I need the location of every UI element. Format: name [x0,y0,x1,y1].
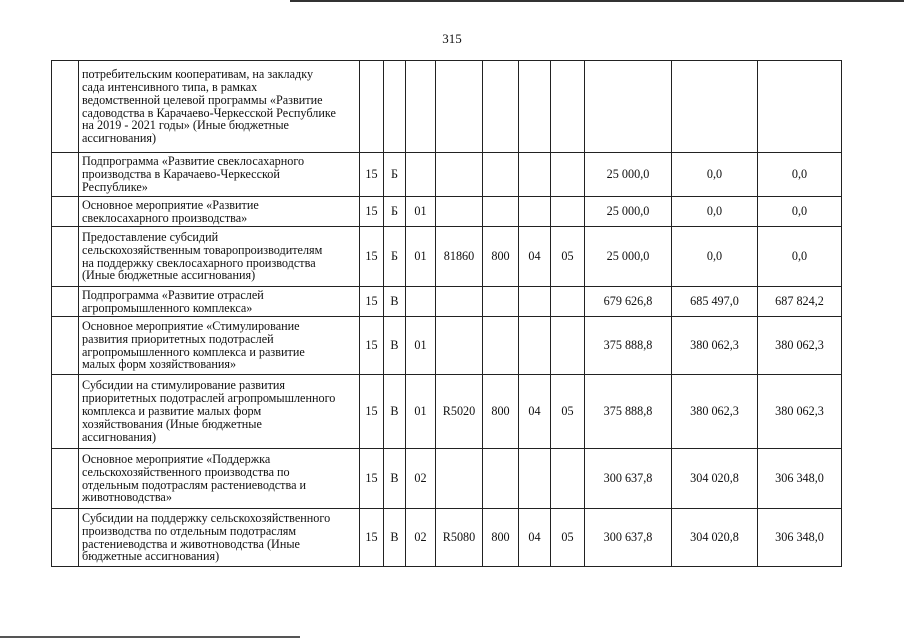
activity-code-cell [406,287,436,317]
item-name-cell: Субсидии на стимулирование развития приоритетных подотраслей агропромышленного комплекса и развитие малых форм хозяйствования (Иные бюджетные ассигнования) [79,375,360,449]
row-index-cell [52,317,79,375]
program-code-cell: 15 [360,197,384,227]
amount-2020-cell: 380 062,3 [672,375,758,449]
activity-code-cell: 01 [406,227,436,287]
table-row [52,509,842,567]
row-index-cell [52,509,79,567]
subprogram-code-cell: В [384,287,406,317]
direction-code-cell [436,449,483,509]
amount-2020-cell [672,61,758,153]
activity-code-cell [406,153,436,197]
program-code-cell: 15 [360,509,384,567]
direction-code-cell: 81860 [436,227,483,287]
program-code-cell: 15 [360,227,384,287]
amount-2020-cell: 304 020,8 [672,449,758,509]
item-name-cell: Подпрограмма «Развитие свеклосахарного производства в Карачаево-Черкесской Республике» [79,153,360,197]
subprogram-code-cell: В [384,375,406,449]
amount-2019-cell: 300 637,8 [585,449,672,509]
activity-code-cell: 02 [406,449,436,509]
expense-type-cell [483,153,519,197]
row-index-cell [52,61,79,153]
amount-2019-cell: 375 888,8 [585,317,672,375]
program-code-cell: 15 [360,287,384,317]
row-index-cell [52,153,79,197]
program-code-cell: 15 [360,153,384,197]
subsection-cell: 05 [551,509,585,567]
expense-type-cell: 800 [483,509,519,567]
amount-2019-cell [585,61,672,153]
direction-code-cell: R5020 [436,375,483,449]
section-cell [519,449,551,509]
scan-edge-top [290,0,904,2]
subsection-cell [551,153,585,197]
section-cell [519,153,551,197]
item-name-cell: Основное мероприятие «Поддержка сельскохозяйственного производства по отдельным подотраслям растениеводства и животноводства» [79,449,360,509]
amount-2019-cell: 679 626,8 [585,287,672,317]
direction-code-cell: R5080 [436,509,483,567]
expense-type-cell: 800 [483,227,519,287]
section-cell [519,287,551,317]
expense-type-cell [483,61,519,153]
activity-code-cell: 02 [406,509,436,567]
amount-2020-cell: 380 062,3 [672,317,758,375]
amount-2021-cell [758,61,842,153]
subsection-cell [551,287,585,317]
amount-2021-cell: 306 348,0 [758,449,842,509]
table-row [52,317,842,375]
table-row [52,375,842,449]
amount-2019-cell: 25 000,0 [585,153,672,197]
expense-type-cell [483,197,519,227]
item-name-cell: Основное мероприятие «Стимулирование развития приоритетных подотраслей агропромышленного комплекса и развитие малых форм хозяйствования» [79,317,360,375]
amount-2021-cell: 380 062,3 [758,375,842,449]
subprogram-code-cell: В [384,449,406,509]
activity-code-cell: 01 [406,375,436,449]
item-name-cell: Предоставление субсидий сельскохозяйственным товаропроизводителям на поддержку свеклосахарного производства (Иные бюджетные ассигнования) [79,227,360,287]
section-cell [519,317,551,375]
amount-2019-cell: 25 000,0 [585,227,672,287]
subprogram-code-cell [384,61,406,153]
subsection-cell [551,317,585,375]
table-row [52,153,842,197]
expense-type-cell: 800 [483,375,519,449]
amount-2020-cell: 0,0 [672,197,758,227]
amount-2019-cell: 375 888,8 [585,375,672,449]
section-cell: 04 [519,509,551,567]
subsection-cell [551,197,585,227]
amount-2021-cell: 380 062,3 [758,317,842,375]
program-code-cell [360,61,384,153]
amount-2020-cell: 304 020,8 [672,509,758,567]
amount-2020-cell: 0,0 [672,153,758,197]
page-number: 315 [442,31,462,46]
direction-code-cell [436,153,483,197]
subsection-cell [551,61,585,153]
item-name-cell: Субсидии на поддержку сельскохозяйственного производства по отдельным подотраслям растениеводства и животноводства (Иные бюджетные ассигнования) [79,509,360,567]
table-row [52,227,842,287]
subprogram-code-cell: В [384,509,406,567]
row-index-cell [52,197,79,227]
amount-2019-cell: 300 637,8 [585,509,672,567]
expense-type-cell [483,449,519,509]
program-code-cell: 15 [360,449,384,509]
program-code-cell: 15 [360,375,384,449]
row-index-cell [52,227,79,287]
section-cell [519,61,551,153]
amount-2020-cell: 685 497,0 [672,287,758,317]
expense-type-cell [483,287,519,317]
activity-code-cell: 01 [406,317,436,375]
activity-code-cell: 01 [406,197,436,227]
row-index-cell [52,287,79,317]
row-index-cell [52,449,79,509]
amount-2020-cell: 0,0 [672,227,758,287]
subsection-cell [551,449,585,509]
section-cell [519,197,551,227]
table-row [52,197,842,227]
subprogram-code-cell: Б [384,227,406,287]
amount-2021-cell: 0,0 [758,153,842,197]
program-code-cell: 15 [360,317,384,375]
direction-code-cell [436,317,483,375]
section-cell: 04 [519,227,551,287]
item-name-cell: потребительским кооперативам, на закладку сада интенсивного типа, в рамках ведомственной целевой программы «Развитие садоводства в Карачаево-Черкесской Республике на 2019 - 2021 годы» (Иные бюджетные ассигнования) [79,61,360,153]
amount-2019-cell: 25 000,0 [585,197,672,227]
expense-type-cell [483,317,519,375]
amount-2021-cell: 687 824,2 [758,287,842,317]
item-name-cell: Подпрограмма «Развитие отраслей агропромышленного комплекса» [79,287,360,317]
subprogram-code-cell: Б [384,153,406,197]
row-index-cell [52,375,79,449]
amount-2021-cell: 0,0 [758,197,842,227]
item-name-cell: Основное мероприятие «Развитие свеклосахарного производства» [79,197,360,227]
subsection-cell: 05 [551,375,585,449]
subprogram-code-cell: Б [384,197,406,227]
table-row [52,287,842,317]
scan-edge-bottom [0,636,300,638]
direction-code-cell [436,197,483,227]
subsection-cell: 05 [551,227,585,287]
amount-2021-cell: 0,0 [758,227,842,287]
activity-code-cell [406,61,436,153]
amount-2021-cell: 306 348,0 [758,509,842,567]
budget-table [51,60,842,567]
table-row [52,61,842,153]
direction-code-cell [436,287,483,317]
direction-code-cell [436,61,483,153]
subprogram-code-cell: В [384,317,406,375]
table-row [52,449,842,509]
section-cell: 04 [519,375,551,449]
